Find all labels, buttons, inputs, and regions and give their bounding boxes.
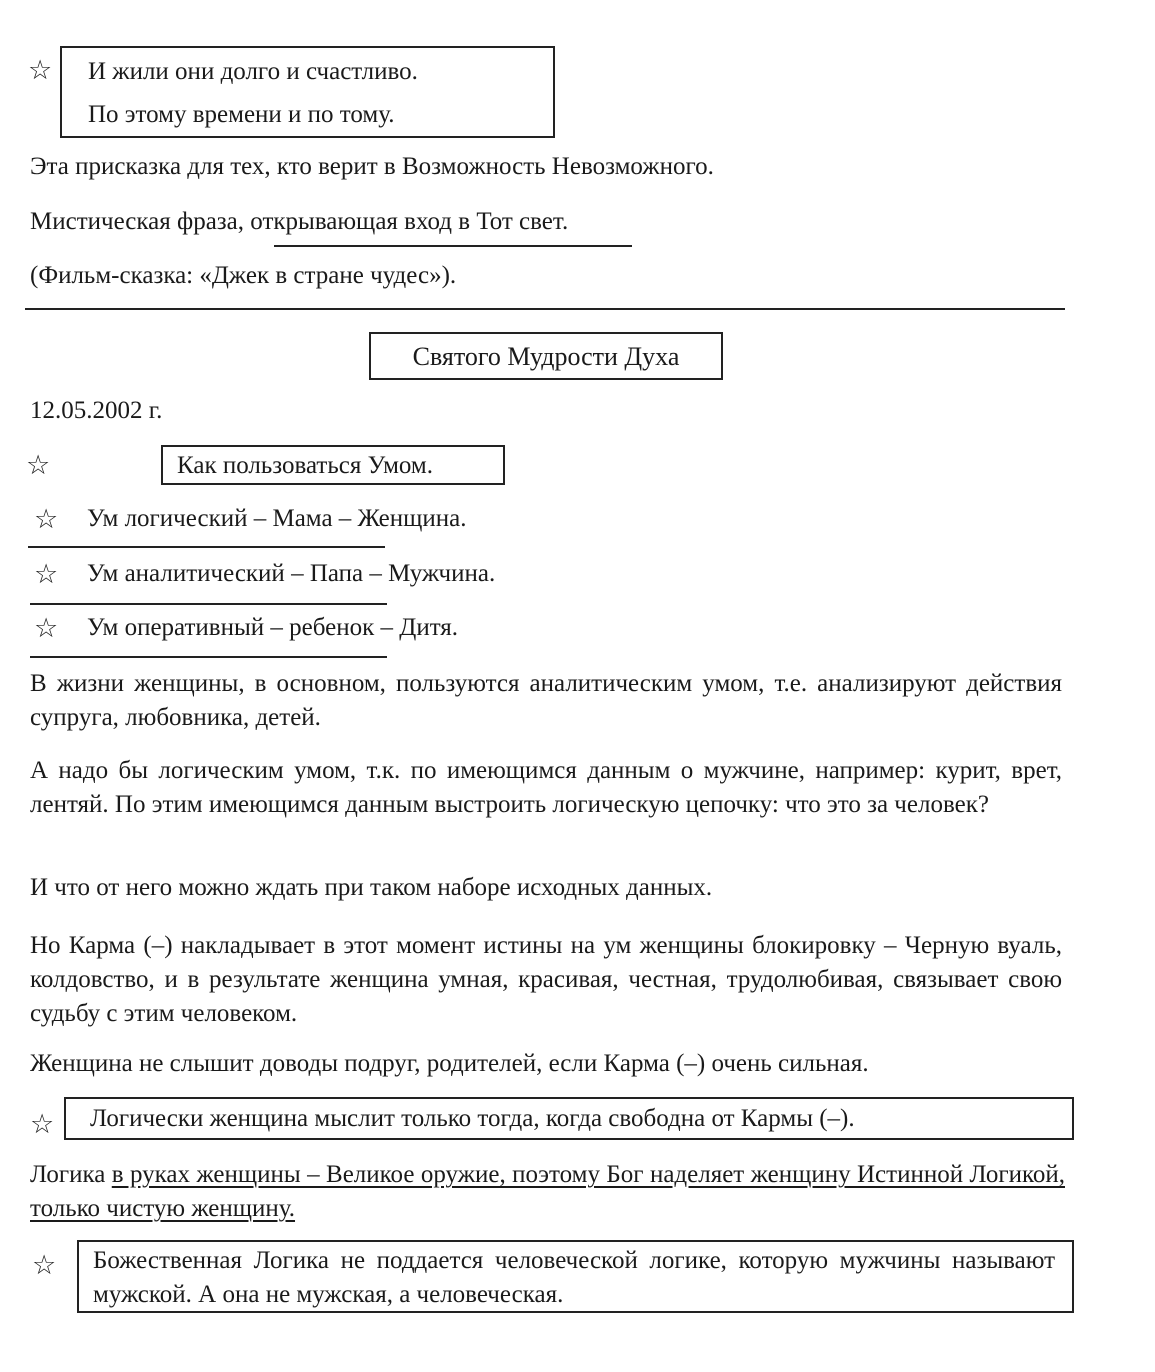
mind-item: Ум оперативный – ребенок – Дитя. [87, 614, 459, 641]
mind-item: Ум логический – Мама – Женщина. [87, 505, 467, 532]
paragraph: И что от него можно ждать при таком наборе исходных данных. [30, 874, 713, 901]
intro-line: Мистическая фраза, открывающая вход в Тот свет. [30, 208, 569, 235]
star-icon: ☆ [34, 504, 59, 535]
underline-rule [30, 656, 387, 658]
star-icon: ☆ [26, 450, 51, 481]
mind-item: Ум аналитический – Папа – Мужчина. [87, 560, 496, 587]
boxed-divine: Божественная Логика не поддается человеческой логике, которую мужчины называют мужской. А она не мужская, а человеческая. [93, 1247, 1055, 1308]
section-title-box [369, 332, 723, 380]
logic-underlined: в руках женщины – Великое оружие, поэтому Бог наделяет женщину Истинной Логикой, только чистую женщину. [30, 1161, 1065, 1222]
star-icon: ☆ [30, 1109, 55, 1140]
underline-rule [274, 245, 632, 247]
paragraph: А надо бы логическим умом, т.к. по имеющимся данным о мужчине, например: курит, врет, лентяй. По этим имеющимся данным выстроить логическую цепочку: что это за человек? [30, 757, 1062, 818]
section-title: Святого Мудрости Духа [412, 342, 680, 371]
quote-line-2: По этому времени и по тому. [88, 101, 395, 128]
paragraph: Женщина не слышит доводы подруг, родителей, если Карма (–) очень сильная. [30, 1050, 869, 1077]
quote-box [60, 46, 555, 138]
logic-prefix: Логика [30, 1161, 112, 1188]
heading-box [161, 445, 505, 485]
heading: Как пользоваться Умом. [177, 452, 434, 479]
star-icon: ☆ [28, 55, 53, 86]
quote-box [77, 1240, 1074, 1313]
underline-rule [30, 603, 387, 605]
logic-paragraph [30, 1158, 1065, 1226]
paragraph: В жизни женщины, в основном, пользуются аналитическим умом, т.е. анализируют действия супруга, любовника, детей. [30, 670, 1062, 731]
star-icon: ☆ [32, 1250, 57, 1281]
star-icon: ☆ [34, 559, 59, 590]
underline-rule [28, 546, 385, 548]
intro-line: (Фильм-сказка: «Джек в стране чудес»). [30, 262, 457, 289]
date: 12.05.2002 г. [30, 397, 163, 424]
intro-line: Эта присказка для тех, кто верит в Возможность Невозможного. [30, 153, 714, 180]
quote-line-1: И жили они долго и счастливо. [88, 58, 418, 85]
boxed-logic: Логически женщина мыслит только тогда, когда свободна от Кармы (–). [90, 1105, 855, 1132]
paragraph: Но Карма (–) накладывает в этот момент истины на ум женщины блокировку – Черную вуаль, колдовство, и в результате женщина умная, красивая, честная, трудолюбивая, связывает свою судьбу с этим человеком. [30, 932, 1062, 1027]
section-divider [25, 308, 1065, 310]
star-icon: ☆ [34, 613, 59, 644]
quote-box [64, 1097, 1074, 1140]
